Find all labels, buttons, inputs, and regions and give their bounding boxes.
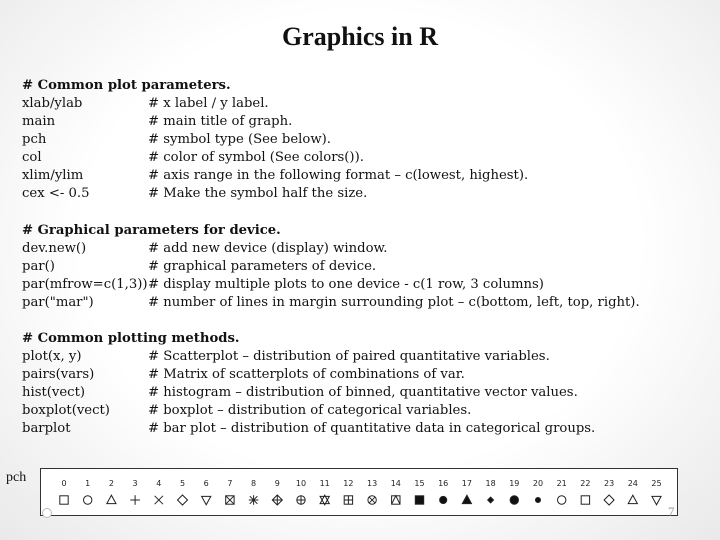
section-header: # Common plotting methods. <box>22 331 240 346</box>
list-item <box>22 294 640 312</box>
pch-symbol-16 <box>438 479 448 504</box>
list-item <box>22 348 595 366</box>
pch-symbol-14 <box>391 479 401 504</box>
pch-symbol-svg <box>41 469 677 515</box>
pch-number: 11 <box>319 479 330 488</box>
pch-number: 1 <box>85 479 91 488</box>
code-text: par() <box>22 259 55 274</box>
pch-number: 24 <box>627 479 638 488</box>
code-text: barplot <box>22 421 71 436</box>
pch-number: 5 <box>179 479 186 488</box>
slide-title: Graphics in R <box>281 22 439 51</box>
comment-text: # Matrix of scatterplots of combinations of var. <box>148 367 465 382</box>
pch-symbol-11 <box>320 479 330 505</box>
pch-symbol-5 <box>178 479 188 505</box>
comment-text: # symbol type (See below). <box>148 132 331 147</box>
pch-symbol-12 <box>343 479 353 504</box>
pch-symbol-1 <box>84 479 92 504</box>
pch-number: 20 <box>532 479 544 488</box>
code-text: xlab/ylab <box>22 96 83 111</box>
pch-symbol-13 <box>367 479 377 504</box>
pch-symbol-22 <box>580 479 590 504</box>
list-item <box>22 113 528 131</box>
code-text: col <box>22 150 42 165</box>
comment-text: # number of lines in margin surrounding plot – c(bottom, left, top, right). <box>148 295 640 310</box>
pch-number: 16 <box>438 479 449 488</box>
pch-symbol-17 <box>462 479 472 504</box>
code-text: pch <box>22 132 47 147</box>
pch-number: 23 <box>604 479 615 488</box>
pch-number: 18 <box>485 479 496 488</box>
pch-symbol-7 <box>226 479 234 504</box>
pch-number: 15 <box>414 479 425 488</box>
comment-text: # x label / y label. <box>148 96 269 111</box>
pch-symbol-10 <box>296 479 306 504</box>
comment-text: # bar plot – distribution of quantitative data in categorical groups. <box>148 421 596 436</box>
list-item <box>22 131 528 149</box>
code-text: cex <- 0.5 <box>22 186 90 201</box>
pch-number: 19 <box>509 479 520 488</box>
pch-number: 17 <box>461 479 472 488</box>
decorative-circle <box>42 508 52 518</box>
code-text: par(mfrow=c(1,3)) <box>22 277 148 292</box>
comment-text: # axis range in the following format – c(lowest, highest). <box>148 168 529 183</box>
pch-number: 3 <box>132 479 138 488</box>
comment-text: # color of symbol (See colors()). <box>148 150 364 165</box>
list-item <box>22 384 595 402</box>
code-text: hist(vect) <box>22 385 86 400</box>
pch-number: 13 <box>367 479 378 488</box>
pch-number: 22 <box>580 479 591 488</box>
pch-symbol-3 <box>130 479 140 505</box>
list-item <box>22 276 640 294</box>
pch-number: 7 <box>227 479 233 488</box>
pch-symbol-24 <box>628 479 638 504</box>
comment-text: # display multiple plots to one device - c(1 row, 3 columns) <box>148 277 544 292</box>
pch-symbol-18 <box>486 479 496 503</box>
comment-text: # Make the symbol half the size. <box>148 186 368 201</box>
code-text: main <box>22 114 56 129</box>
comment-text: # add new device (display) window. <box>148 241 388 256</box>
code-text: dev.new() <box>22 241 87 256</box>
code-text: pairs(vars) <box>22 367 95 382</box>
comment-text: # main title of graph. <box>148 114 293 129</box>
list-item <box>22 167 528 185</box>
code-text: plot(x, y) <box>22 349 82 364</box>
list-item <box>22 366 595 384</box>
code-text: par("mar") <box>22 295 94 310</box>
pch-number: 8 <box>251 479 257 488</box>
pch-symbol-20 <box>533 479 543 503</box>
pch-number: 9 <box>274 479 280 488</box>
list-item <box>22 402 595 420</box>
pch-symbol-25 <box>651 479 661 505</box>
pch-number: 14 <box>390 479 401 488</box>
list-item <box>22 149 528 167</box>
comment-text: # histogram – distribution of binned, quantitative vector values. <box>148 385 578 400</box>
pch-symbol-23 <box>604 479 614 505</box>
list-item <box>22 258 640 276</box>
pch-label: pch <box>6 470 27 485</box>
pch-symbol-19 <box>509 479 519 504</box>
pch-number: 25 <box>651 479 662 488</box>
pch-number: 10 <box>295 479 307 488</box>
pch-number: 0 <box>61 479 67 488</box>
pch-symbol-2 <box>107 479 116 504</box>
list-item <box>22 420 595 438</box>
pch-number: 21 <box>556 479 567 488</box>
pch-symbol-8 <box>249 479 259 505</box>
list-item <box>22 240 640 258</box>
pch-symbol-15 <box>414 479 424 504</box>
section-plot-parameters <box>22 77 528 203</box>
comment-text: # graphical parameters of device. <box>148 259 377 274</box>
pch-number: 2 <box>108 479 114 488</box>
section-plotting-methods <box>22 330 595 438</box>
pch-number: 12 <box>343 479 354 488</box>
list-item <box>22 185 528 203</box>
code-text: boxplot(vect) <box>22 403 110 418</box>
section-header: # Graphical parameters for device. <box>22 223 281 238</box>
page-number: 7 <box>668 504 675 519</box>
section-header: # Common plot parameters. <box>22 78 231 93</box>
pch-symbol-0 <box>60 479 68 504</box>
pch-number: 4 <box>156 479 162 488</box>
pch-symbol-9 <box>272 479 282 505</box>
list-item <box>22 95 528 113</box>
comment-text: # boxplot – distribution of categorical variables. <box>148 403 472 418</box>
section-device-parameters <box>22 222 640 312</box>
pch-symbol-chart <box>40 468 678 516</box>
pch-symbol-21 <box>557 479 567 504</box>
pch-number: 6 <box>203 479 209 488</box>
pch-symbol-4 <box>155 479 163 504</box>
pch-symbol-6 <box>202 479 211 505</box>
comment-text: # Scatterplot – distribution of paired quantitative variables. <box>148 349 550 364</box>
code-text: xlim/ylim <box>22 168 84 183</box>
